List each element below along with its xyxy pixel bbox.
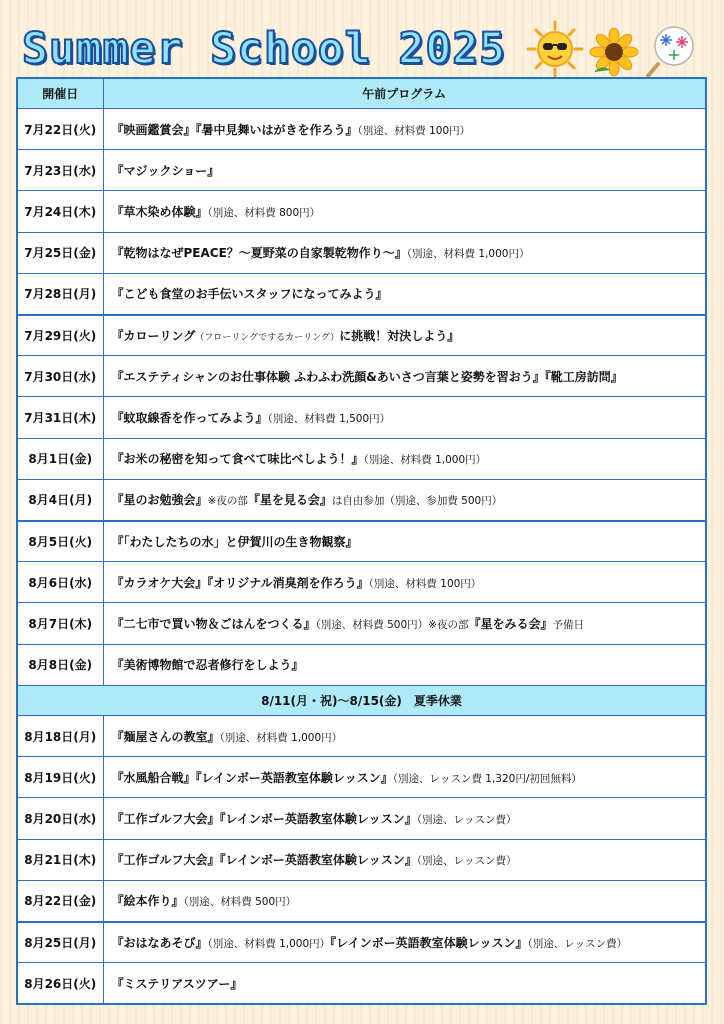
row-date: 8月8日(金) xyxy=(17,644,103,685)
program-segment: 『おはなあそび』 xyxy=(111,935,208,950)
program-segment: 『星のお勉強会』 xyxy=(111,493,208,508)
table-row xyxy=(17,191,706,232)
program-segment: 『お米の秘密を知って食べて味比べしよう！』 xyxy=(111,452,364,467)
row-date: 8月5日(火) xyxy=(17,521,103,562)
row-program xyxy=(103,397,706,438)
program-segment: （別途、レッスン費 1,320円/初回無料） xyxy=(392,772,582,785)
row-program xyxy=(103,521,706,562)
row-program xyxy=(103,603,706,644)
table-row xyxy=(17,603,706,644)
program-segment: （別途、材料費 1,000円） xyxy=(219,731,343,744)
row-program xyxy=(103,922,706,963)
row-program xyxy=(103,150,706,191)
program-segment: （別途、材料費 1,500円） xyxy=(267,413,391,426)
row-date: 7月23日(水) xyxy=(17,150,103,191)
program-segment: 『蚊取線香を作ってみよう』 xyxy=(111,411,268,426)
holiday-notice: 8/11(月・祝)～8/15(金) 夏季休業 xyxy=(17,685,706,715)
row-program xyxy=(103,232,706,273)
table-row xyxy=(17,397,706,438)
program-segment: 『星をみる会』 xyxy=(468,617,553,632)
program-segment: 『映画鑑賞会』『暑中見舞いはがきを作ろう』 xyxy=(111,122,358,137)
header-program: 午前プログラム xyxy=(103,78,706,109)
row-program xyxy=(103,715,706,756)
table-row xyxy=(17,963,706,1004)
sunflower-icon xyxy=(588,28,640,78)
table-row xyxy=(17,839,706,880)
row-date: 8月26日(火) xyxy=(17,963,103,1004)
program-segment: 『カローリング xyxy=(111,328,196,343)
row-program xyxy=(103,880,706,921)
program-segment: 『工作ゴルフ大会』『レインボー英語教室体験レッスン』 xyxy=(111,811,417,826)
program-segment: 『カラオケ大会』『オリジナル消臭剤を作ろう』 xyxy=(111,575,369,590)
program-segment: 『草木染め体験』 xyxy=(111,205,208,219)
row-date: 8月1日(金) xyxy=(17,438,103,479)
row-date: 7月24日(木) xyxy=(17,191,103,232)
row-date: 8月7日(木) xyxy=(17,603,103,644)
program-segment: 『レインボー英語教室体験レッスン』 xyxy=(330,935,528,950)
row-program xyxy=(103,273,706,314)
schedule-table-wrapper xyxy=(16,77,707,1005)
program-segment: （別途、材料費 1,000円） xyxy=(363,454,487,467)
table-row xyxy=(17,562,706,603)
row-program xyxy=(103,109,706,150)
program-segment: （別途、材料費 100円） xyxy=(357,124,471,137)
row-date: 7月30日(水) xyxy=(17,356,103,397)
program-segment: （別途、材料費 1,000円） xyxy=(207,937,331,950)
table-row xyxy=(17,109,706,150)
table-row xyxy=(17,315,706,356)
row-date: 8月19日(火) xyxy=(17,757,103,798)
table-row xyxy=(17,798,706,839)
table-row xyxy=(17,880,706,921)
program-segment: に挑戦！対決しよう』 xyxy=(339,328,460,343)
program-segment: 『水風船合戦』『レインボー英語教室体験レッスン』 xyxy=(111,770,393,785)
table-row xyxy=(17,521,706,562)
program-segment: （別途、材料費 500円）※夜の部 xyxy=(315,619,469,632)
row-program xyxy=(103,191,706,232)
header xyxy=(0,0,724,78)
row-date: 8月25日(月) xyxy=(17,922,103,963)
table-body xyxy=(17,109,706,1005)
program-segment: （別途、材料費 800円） xyxy=(207,207,321,219)
row-date: 8月22日(金) xyxy=(17,880,103,921)
program-segment: 『こども食堂のお手伝いスタッフになってみよう』 xyxy=(111,287,388,302)
row-program xyxy=(103,798,706,839)
table-row xyxy=(17,232,706,273)
schedule-table xyxy=(16,77,707,1005)
sun-icon xyxy=(526,20,584,78)
program-segment: 『美術博物館で忍者修行をしよう』 xyxy=(111,658,304,673)
row-date: 8月21日(木) xyxy=(17,839,103,880)
program-segment: （別途、材料費 100円） xyxy=(368,577,482,590)
table-row xyxy=(17,479,706,520)
program-segment: （フローリングでするカーリング） xyxy=(195,332,340,343)
program-segment: 『マジックショー』 xyxy=(111,163,220,178)
holiday-row xyxy=(17,685,706,715)
table-row xyxy=(17,715,706,756)
row-date: 7月29日(火) xyxy=(17,315,103,356)
program-segment: 『星を見る会』 xyxy=(247,493,332,508)
program-segment: ※夜の部 xyxy=(207,495,248,508)
row-program xyxy=(103,963,706,1004)
program-segment: は自由参加（別途、参加費 500円） xyxy=(331,495,503,508)
program-segment: 『工作ゴルフ大会』『レインボー英語教室体験レッスン』 xyxy=(111,853,417,868)
table-row xyxy=(17,644,706,685)
row-program xyxy=(103,479,706,520)
table-row xyxy=(17,438,706,479)
row-date: 8月20日(水) xyxy=(17,798,103,839)
program-segment: 『「わたしたちの水」と伊賀川の生き物観察』 xyxy=(111,534,358,549)
program-segment: 『絵本作り』 xyxy=(111,894,184,909)
program-segment: （別途、レッスン費） xyxy=(416,813,517,826)
row-date: 8月18日(月) xyxy=(17,715,103,756)
row-date: 8月4日(月) xyxy=(17,479,103,520)
row-date: 7月25日(金) xyxy=(17,232,103,273)
page-title: Summer School 2025 xyxy=(22,24,506,74)
row-program xyxy=(103,315,706,356)
program-segment: 『エステティシャンのお仕事体験 ふわふわ洗顔&あいさつ言葉と姿勢を習おう』『靴工房訪問』 xyxy=(111,369,623,384)
program-segment: 『乾物はなぜPEACE？～夏野菜の自家製乾物作り～』 xyxy=(111,246,407,261)
row-date: 7月31日(木) xyxy=(17,397,103,438)
table-row xyxy=(17,757,706,798)
program-segment: 『ミステリアスツアー』 xyxy=(111,976,243,991)
header-date: 開催日 xyxy=(17,78,103,109)
row-program xyxy=(103,644,706,685)
row-date: 7月22日(火) xyxy=(17,109,103,150)
table-row xyxy=(17,273,706,314)
fireworks-fan-icon xyxy=(642,24,698,78)
table-row xyxy=(17,356,706,397)
row-program xyxy=(103,356,706,397)
row-program xyxy=(103,562,706,603)
row-program xyxy=(103,438,706,479)
program-segment: （別途、材料費 500円） xyxy=(183,896,297,909)
program-segment: 『麺屋さんの教室』 xyxy=(111,729,220,744)
row-program xyxy=(103,839,706,880)
program-segment: （別途、レッスン費） xyxy=(416,855,517,868)
program-segment: 『二七市で買い物＆ごはんをつくる』 xyxy=(111,617,316,632)
table-header-row xyxy=(17,78,706,109)
table-row xyxy=(17,922,706,963)
table-row xyxy=(17,150,706,191)
row-date: 8月6日(水) xyxy=(17,562,103,603)
program-segment: 予備日 xyxy=(552,619,584,632)
row-date: 7月28日(月) xyxy=(17,273,103,314)
program-segment: （別途、材料費 1,000円） xyxy=(406,248,530,261)
row-program xyxy=(103,757,706,798)
program-segment: （別途、レッスン費） xyxy=(527,937,628,950)
